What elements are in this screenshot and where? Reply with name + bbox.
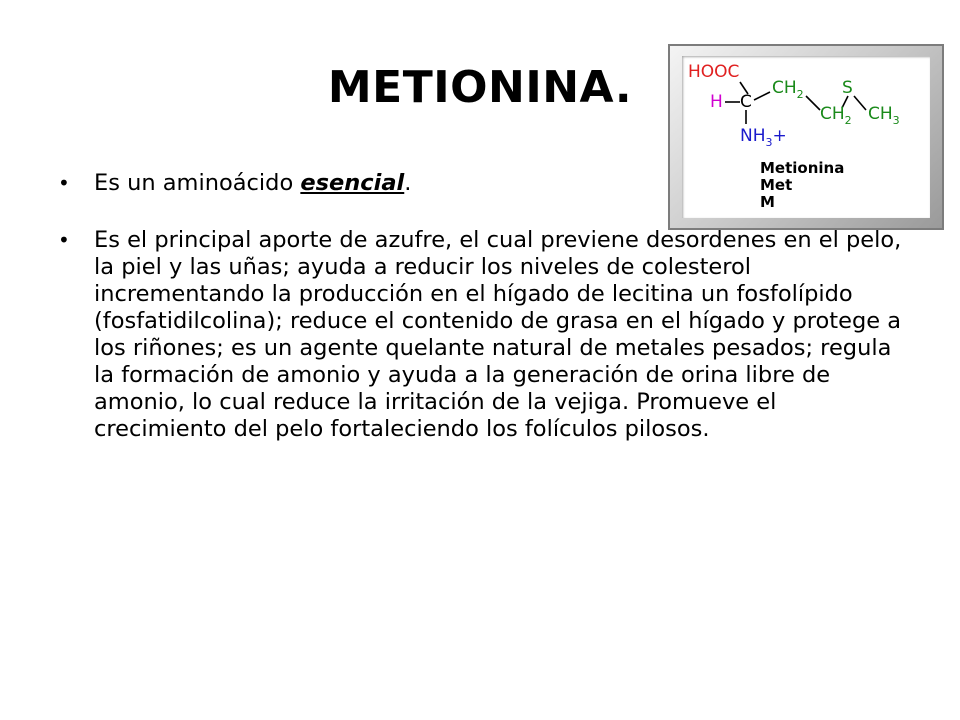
ch2-group-2-label: $CH_2$ [820, 104, 852, 127]
bullet-text-1-emphasis: esencial [300, 170, 405, 196]
bullet-list [58, 170, 908, 443]
carboxyl-group-label: HOOC [688, 62, 740, 82]
ch3-group-label: $CH_3$ [868, 104, 900, 127]
one-letter-code: M [760, 193, 775, 211]
amino-group-label: $NH_3+$ [740, 126, 787, 149]
three-letter-code: Met [760, 176, 793, 194]
ch2-group-1-label: $CH_2$ [772, 78, 804, 101]
bullet-marker: • [58, 228, 70, 252]
bullet-item-description [58, 227, 908, 443]
bullet-marker: • [58, 171, 70, 195]
hydrogen-label: H [710, 92, 723, 112]
bullet-text-2: Es el principal aporte de azufre, el cual previene desordenes en el pelo, la piel y las uñas; ayuda a reducir los niveles de colesterol incrementando la producción en el hígado de lecitina un fosfolípido (fosfatidilcolina); reduce el contenido de grasa en el hígado y protege a los riñones; es un agente quelante natural de metales pesados; regula la formación de amonio y ayuda a la generación de orina libre de amonio, lo cual reduce la irritación de la vejiga. Promueve el crecimiento del pelo fortaleciendo los folículos pilosos. [94, 227, 902, 442]
full-name: Metionina [760, 159, 845, 177]
bullet-item-essential [58, 170, 908, 197]
bullet-text-1-after: . [404, 170, 412, 196]
bullet-text-1-before: Es un aminoácido [94, 170, 301, 196]
alpha-carbon-label: C [740, 92, 752, 112]
slide-title: METIONINA. [327, 62, 633, 113]
sulfur-label: S [842, 78, 853, 98]
